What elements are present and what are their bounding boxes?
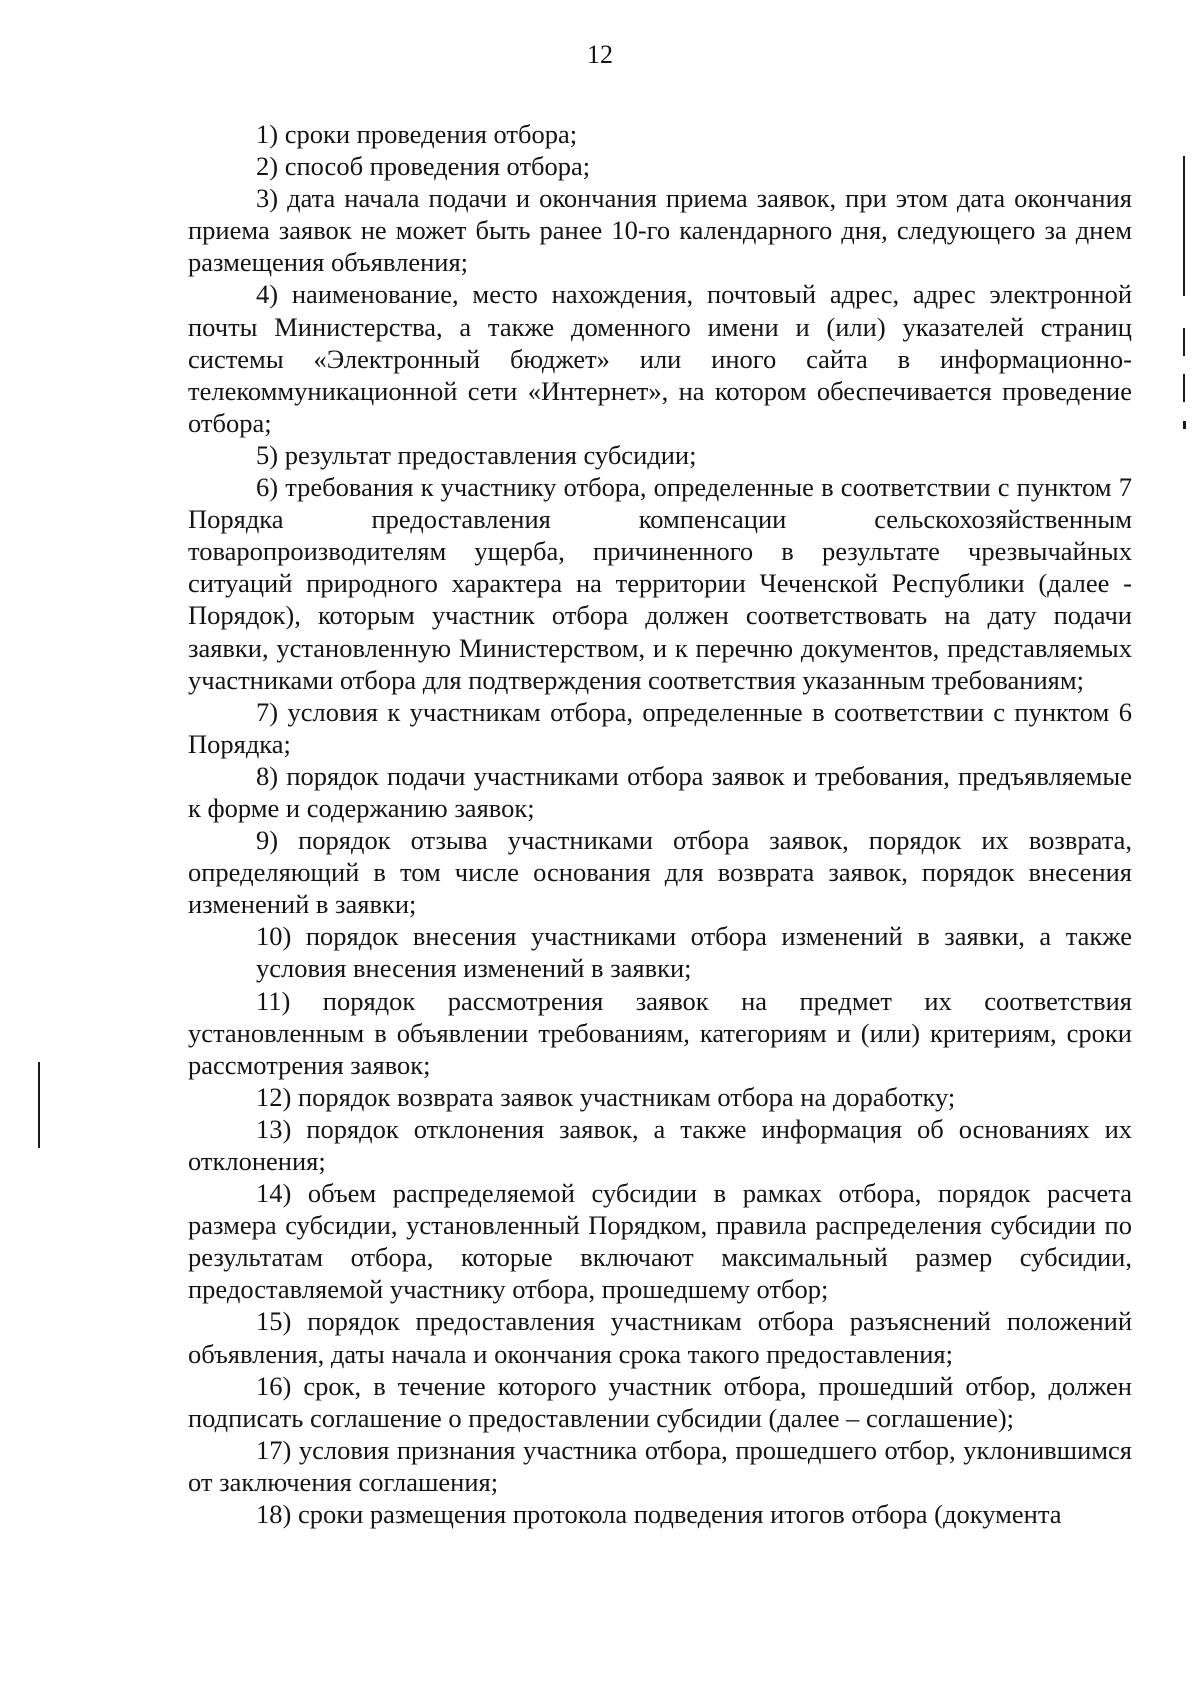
list-item-16: 16) срок, в течение которого участник отбора, прошедший отбор, должен подписать соглашение о предоставлении субсидии (далее – соглашение); bbox=[188, 1370, 1132, 1433]
list-item-9: 9) порядок отзыва участниками отбора заявок, порядок их возврата, определяющий в том числе основания для возврата заявок, порядок внесения изменений в заявки; bbox=[188, 825, 1132, 920]
revision-mark-right-3 bbox=[1183, 374, 1185, 402]
list-item-7: 7) условия к участникам отбора, определенные в соответствии с пунктом 6 Порядка; bbox=[188, 696, 1132, 759]
list-item-2: 2) способ проведения отбора; bbox=[256, 151, 591, 182]
list-item-12: 12) порядок возврата заявок участникам отбора на доработку; bbox=[256, 1081, 956, 1112]
document-body bbox=[188, 118, 1132, 1530]
list-item-10: 10) порядок внесения участниками отбора изменений в заявки, а также условия внесения изменений в заявки; bbox=[256, 921, 1132, 984]
revision-mark-right-2 bbox=[1183, 328, 1185, 356]
list-item-4: 4) наименование, место нахождения, почтовый адрес, адрес электронной почты Министерства, а также доменного имени и (или) указателей страниц системы «Электронный бюджет» или иного сайта в информационно-телекоммуникационной сети «Интернет», на котором обеспечивается проведение отбора; bbox=[188, 279, 1132, 438]
list-item-17: 17) условия признания участника отбора, прошедшего отбор, уклонившимся от заключения соглашения; bbox=[188, 1434, 1132, 1497]
list-item-6: 6) требования к участнику отбора, определенные в соответствии с пунктом 7 Порядка предоставления компенсации сельскохозяйственным товаропроизводителям ущерба, причиненного в результате чрезвычайных ситуаций природного характера на территории Чеченской Республики (далее - Порядок), которым участник отбора должен соответствовать на дату подачи заявки, установленную Министерством, и к перечню документов, представляемых участниками отбора для подтверждения соответствия указанным требованиям; bbox=[188, 472, 1132, 695]
list-item-13: 13) порядок отклонения заявок, а также информация об основаниях их отклонения; bbox=[188, 1113, 1132, 1176]
list-item-5: 5) результат предоставления субсидии; bbox=[256, 439, 697, 470]
list-item-14: 14) объем распределяемой субсидии в рамках отбора, порядок расчета размера субсидии, установленный Порядком, правила распределения субсидии по результатам отбора, которые включают максимальный размер субсидии, предоставляемой участнику отбора, прошедшему отбор; bbox=[188, 1178, 1132, 1305]
list-item-15: 15) порядок предоставления участникам отбора разъяснений положений объявления, даты начала и окончания срока такого предоставления; bbox=[188, 1306, 1132, 1369]
list-item-3: 3) дата начала подачи и окончания приема заявок, при этом дата окончания приема заявок не может быть ранее 10-го календарного дня, следующего за днем размещения объявления; bbox=[188, 183, 1132, 278]
page-number: 12 bbox=[587, 40, 613, 69]
list-item-11: 11) порядок рассмотрения заявок на предмет их соответствия установленным в объявлении требованиям, категориям и (или) критериям, сроки рассмотрения заявок; bbox=[188, 985, 1132, 1080]
revision-mark-right-4 bbox=[1183, 421, 1186, 429]
list-item-1: 1) сроки проведения отбора; bbox=[256, 119, 578, 149]
revision-mark-right-1 bbox=[1183, 156, 1185, 296]
list-item-8: 8) порядок подачи участниками отбора заявок и требования, предъявляемые к форме и содержанию заявок; bbox=[188, 760, 1132, 823]
list-item-18: 18) сроки размещения протокола подведения итогов отбора (документа bbox=[256, 1499, 1062, 1530]
revision-mark-left bbox=[38, 1062, 40, 1148]
